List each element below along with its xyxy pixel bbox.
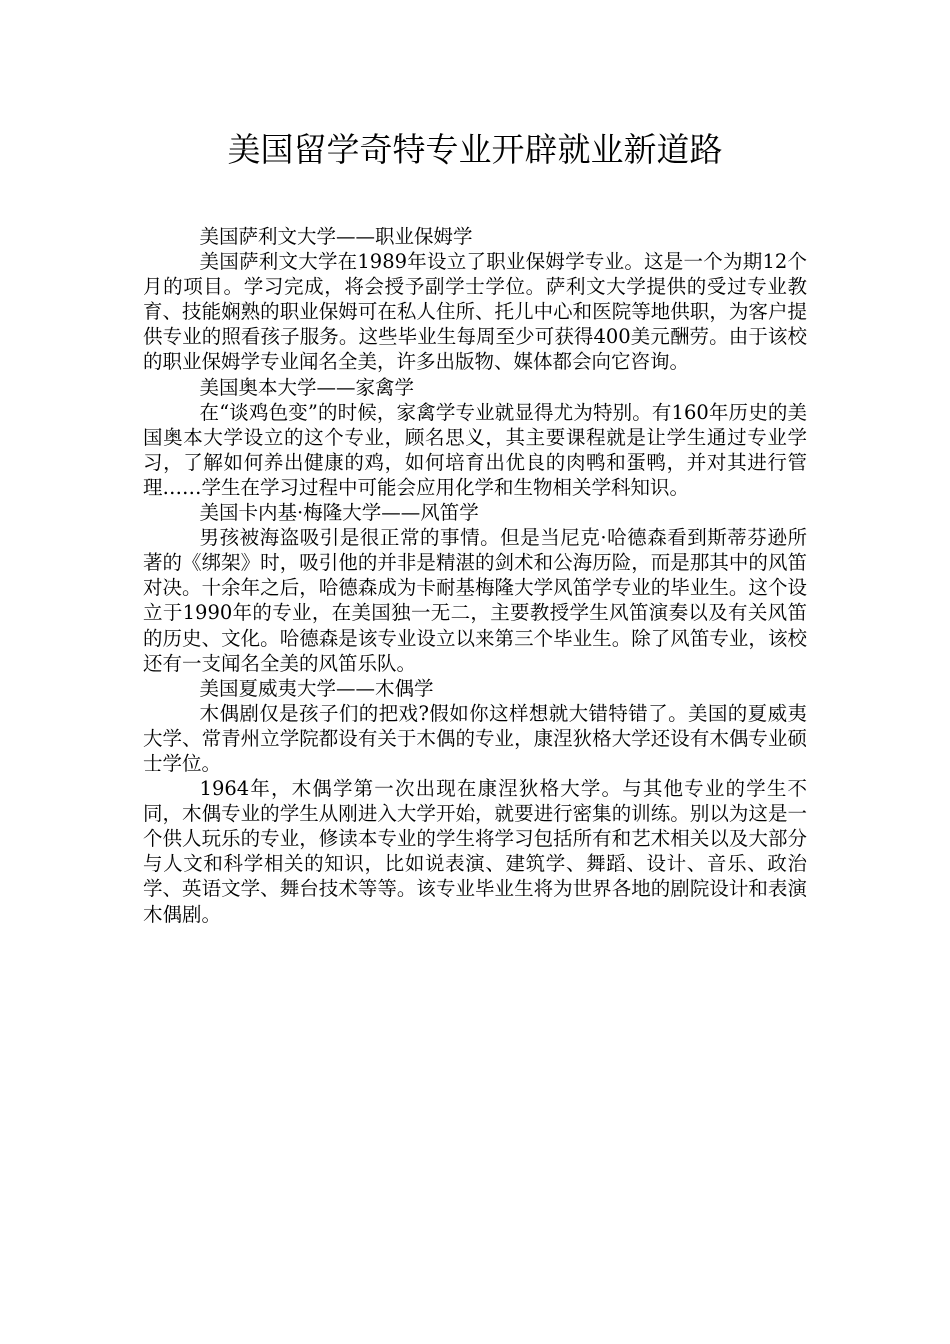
paragraph: 木偶剧仅是孩子们的把戏?假如你这样想就大错特错了。美国的夏威夷大学、常青州立学院都设有关于木偶的专业，康涅狄格大学还设有木偶专业硕士学位。 [143, 701, 807, 775]
section-heading: 美国夏威夷大学——木偶学 [199, 676, 434, 700]
section-heading: 美国奥本大学——家禽学 [199, 375, 415, 399]
section-heading: 美国卡内基·梅隆大学——风笛学 [199, 501, 479, 525]
document-title: 美国留学奇特专业开辟就业新道路 [227, 130, 723, 169]
paragraph: 男孩被海盗吸引是很正常的事情。但是当尼克·哈德森看到斯蒂芬逊所著的《绑架》时，吸引他的并非是精湛的剑术和公海历险，而是那其中的风笛对决。十余年之后，哈德森成为卡耐基梅隆大学风笛学专业的毕业生。这个设立于1990年的专业，在美国独一无二，主要教授学生风笛演奏以及有关风笛的历史、文化。哈德森是该专业设立以来第三个毕业生。除了风笛专业，该校还有一支闻名全美的风笛乐队。 [143, 526, 807, 675]
paragraph: 美国萨利文大学在1989年设立了职业保姆学专业。这是一个为期12个月的项目。学习完成，将会授予副学士学位。萨利文大学提供的受过专业教育、技能娴熟的职业保姆可在私人住所、托儿中心和医院等地供职，为客户提供专业的照看孩子服务。这些毕业生每周至少可获得400美元酬劳。由于该校的职业保姆学专业闻名全美，许多出版物、媒体都会向它咨询。 [143, 250, 807, 374]
paragraph: 在“谈鸡色变”的时候，家禽学专业就显得尤为特别。有160年历史的美国奥本大学设立的这个专业，顾名思义，其主要课程就是让学生通过专业学习，了解如何养出健康的鸡，如何培育出优良的肉鸭和蛋鸭，并对其进行管理……学生在学习过程中可能会应用化学和生物相关学科知识。 [143, 400, 807, 499]
section-heading: 美国萨利文大学——职业保姆学 [199, 225, 473, 248]
document-body [143, 224, 807, 927]
paragraph: 1964年，木偶学第一次出现在康涅狄格大学。与其他专业的学生不同，木偶专业的学生从刚进入大学开始，就要进行密集的训练。别以为这是一个供人玩乐的专业，修读本专业的学生将学习包括所有和艺术相关以及大部分与人文和科学相关的知识，比如说表演、建筑学、舞蹈、设计、音乐、政治学、英语文学、舞台技术等等。该专业毕业生将为世界各地的剧院设计和表演木偶剧。 [143, 777, 807, 926]
